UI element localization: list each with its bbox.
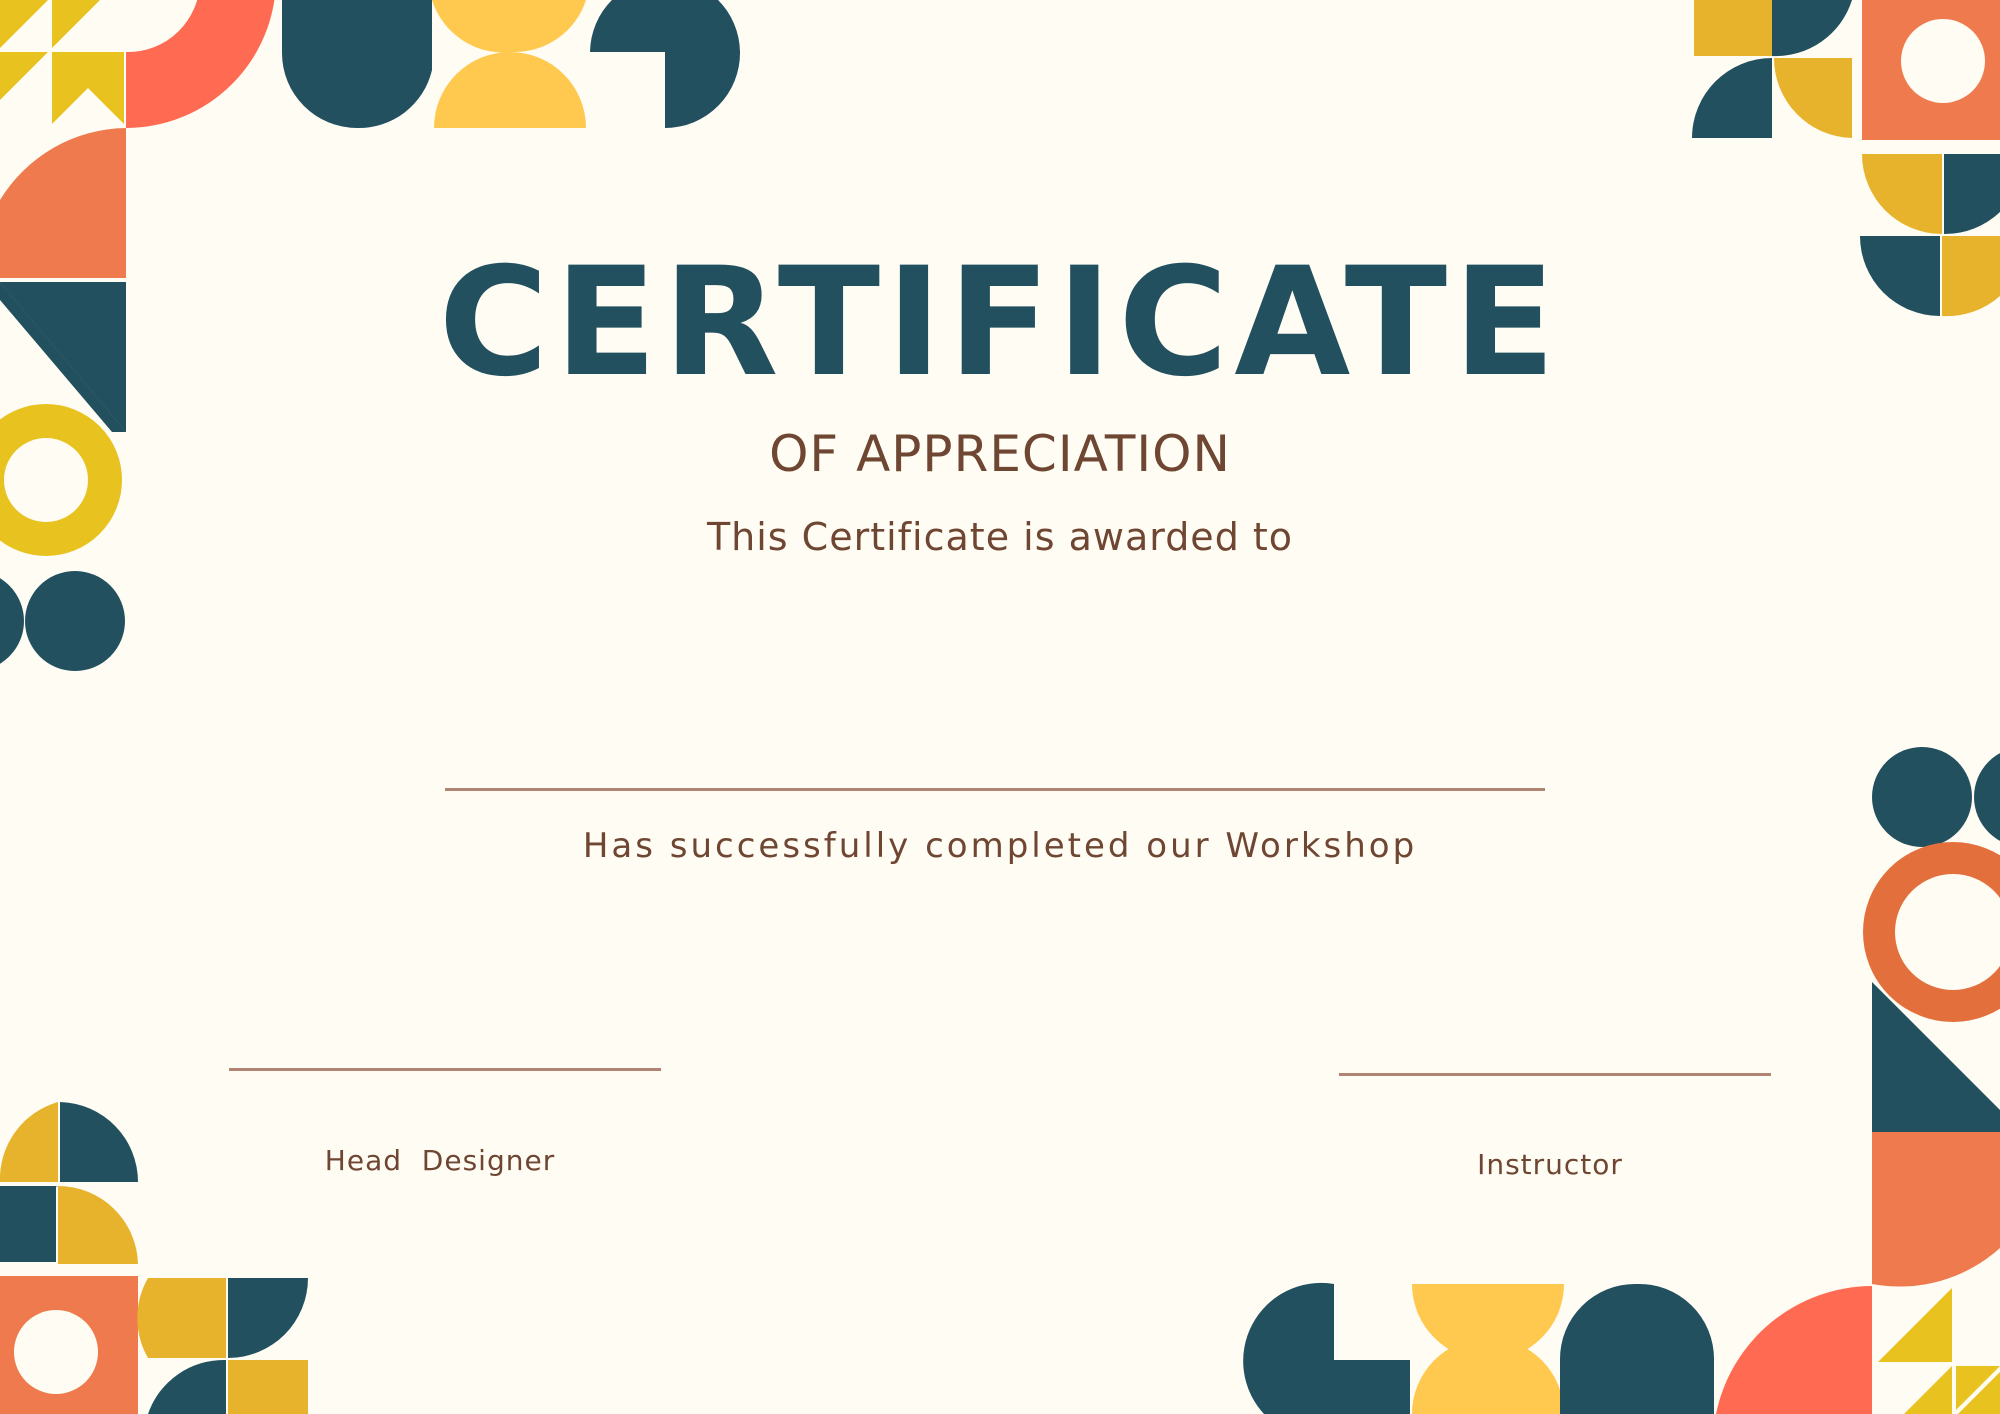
head-designer-label: Head Designer <box>324 1144 556 1177</box>
certificate-subtitle: OF APPRECIATION <box>769 425 1231 483</box>
awarded-to-text: This Certificate is awarded to <box>706 515 1294 559</box>
recipient-name-line <box>445 788 1545 791</box>
completion-text: Has successfully completed our Workshop <box>582 826 1418 866</box>
certificate-title: CERTIFICATE <box>438 236 1562 410</box>
instructor-label: Instructor <box>1477 1148 1623 1181</box>
head-designer-signature-line <box>229 1068 661 1071</box>
instructor-signature-line <box>1339 1073 1771 1076</box>
